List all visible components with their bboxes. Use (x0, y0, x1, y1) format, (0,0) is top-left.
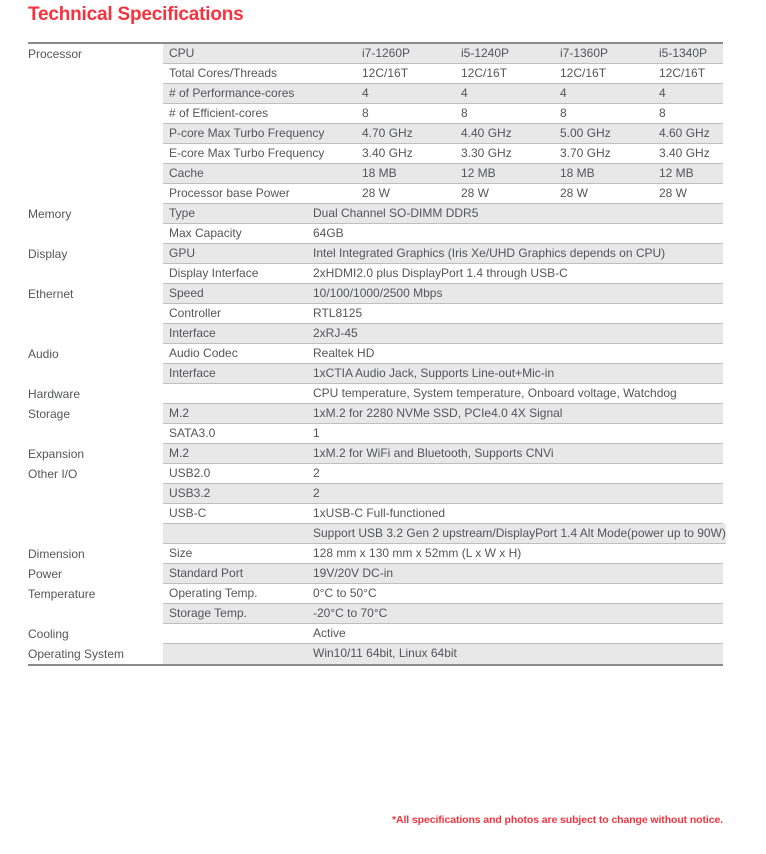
spec-value: Realtek HD (313, 346, 375, 360)
spec-key: Interface (169, 366, 216, 380)
spec-row (28, 224, 723, 244)
spec-value: RTL8125 (313, 306, 363, 320)
spec-row (28, 44, 723, 64)
spec-value: 1xUSB-C Full-functioned (313, 506, 446, 520)
spec-key: # of Efficient-cores (169, 106, 269, 120)
spec-key (163, 524, 313, 543)
spec-key: Type (169, 206, 196, 220)
category-label: Display (28, 244, 163, 264)
spec-cells (163, 184, 723, 204)
spec-cells (163, 344, 723, 364)
spec-row (28, 324, 723, 344)
spec-value-col: 12 MB (461, 166, 496, 180)
spec-value-col: 4 (362, 86, 369, 100)
category-label: Cooling (28, 624, 163, 644)
spec-key: Speed (169, 286, 204, 300)
spec-value-col: 4.60 GHz (659, 126, 710, 140)
spec-value-col: 8 (362, 106, 369, 120)
spec-cells (163, 224, 723, 244)
spec-key: Storage Temp. (169, 606, 247, 620)
spec-value: 1 (313, 426, 320, 440)
spec-value: 2 (313, 486, 320, 500)
category-label: Storage (28, 404, 163, 424)
spec-cells (163, 164, 723, 184)
spec-cells (163, 44, 723, 64)
spec-value-col: 4.70 GHz (362, 126, 413, 140)
spec-value: 2xHDMI2.0 plus DisplayPort 1.4 through USB-C (313, 266, 568, 280)
spec-value-col: 28 W (362, 186, 391, 200)
category-label (28, 484, 163, 504)
spec-key: Standard Port (169, 566, 244, 580)
spec-value-col: 4 (659, 86, 666, 100)
spec-value: 10/100/1000/2500 Mbps (313, 286, 443, 300)
spec-value: 128 mm x 130 mm x 52mm (L x W x H) (313, 546, 522, 560)
category-label (28, 604, 163, 624)
category-label (28, 524, 163, 544)
spec-key: CPU (169, 46, 195, 60)
spec-cells (163, 364, 723, 384)
spec-value-col: 12C/16T (560, 66, 607, 80)
category-label: Memory (28, 204, 163, 224)
spec-key: Size (169, 546, 193, 560)
spec-row (28, 444, 723, 464)
spec-row (28, 544, 723, 564)
spec-value: 2xRJ-45 (313, 326, 358, 340)
spec-value: Active (313, 626, 346, 640)
spec-value-col: 18 MB (362, 166, 397, 180)
spec-key: SATA3.0 (169, 426, 216, 440)
spec-value: -20°C to 70°C (313, 606, 388, 620)
spec-value-col: 28 W (461, 186, 490, 200)
spec-key: M.2 (169, 406, 190, 420)
spec-cells (163, 524, 726, 544)
spec-value: 64GB (313, 226, 344, 240)
spec-row (28, 624, 723, 644)
category-label: Ethernet (28, 284, 163, 304)
spec-row (28, 164, 723, 184)
spec-cells (163, 484, 723, 504)
spec-cells (163, 144, 723, 164)
spec-cells (163, 604, 723, 624)
spec-key (163, 644, 313, 664)
category-label: Temperature (28, 584, 163, 604)
category-label (28, 144, 163, 164)
spec-cells (163, 104, 723, 124)
spec-value-col: 3.40 GHz (659, 146, 710, 160)
spec-row (28, 584, 723, 604)
spec-cells (163, 544, 723, 564)
spec-value-col: 12C/16T (461, 66, 508, 80)
spec-row (28, 384, 723, 404)
spec-table (28, 42, 726, 666)
spec-row (28, 524, 726, 544)
category-label (28, 224, 163, 244)
spec-key (163, 384, 313, 403)
category-label: Audio (28, 344, 163, 364)
spec-cells (163, 64, 723, 84)
spec-value-col: 12C/16T (659, 66, 706, 80)
category-label: Processor (28, 44, 163, 64)
spec-cells (163, 384, 723, 404)
category-label (28, 304, 163, 324)
spec-value-col: i5-1240P (461, 46, 510, 60)
category-label (28, 424, 163, 444)
spec-cells (163, 564, 723, 584)
spec-key: Cache (169, 166, 204, 180)
category-label: Dimension (28, 544, 163, 564)
spec-row (28, 184, 723, 204)
spec-cells (163, 624, 723, 644)
spec-cells (163, 644, 723, 664)
spec-row (28, 344, 723, 364)
category-label (28, 264, 163, 284)
category-label (28, 124, 163, 144)
spec-row (28, 244, 723, 264)
spec-key (163, 624, 313, 643)
spec-cells (163, 264, 723, 284)
spec-row (28, 644, 723, 664)
spec-value-col: 8 (461, 106, 468, 120)
spec-value: 19V/20V DC-in (313, 566, 394, 580)
spec-cells (163, 124, 723, 144)
spec-row (28, 304, 723, 324)
spec-row (28, 404, 723, 424)
spec-value-col: 3.30 GHz (461, 146, 512, 160)
spec-key: P-core Max Turbo Frequency (169, 126, 325, 140)
spec-row (28, 564, 723, 584)
category-label (28, 364, 163, 384)
spec-key: USB3.2 (169, 486, 211, 500)
category-label: Expansion (28, 444, 163, 464)
spec-value: Dual Channel SO-DIMM DDR5 (313, 206, 479, 220)
category-label (28, 64, 163, 84)
spec-row (28, 204, 723, 224)
spec-cells (163, 244, 723, 264)
spec-row (28, 484, 723, 504)
spec-cells (163, 304, 723, 324)
spec-key: Total Cores/Threads (169, 66, 278, 80)
spec-value-col: 4 (461, 86, 468, 100)
spec-key: Interface (169, 326, 216, 340)
spec-cells (163, 404, 723, 424)
spec-cells (163, 464, 723, 484)
spec-row (28, 104, 723, 124)
spec-key: Operating Temp. (169, 586, 258, 600)
spec-value-col: i7-1260P (362, 46, 411, 60)
spec-key: Max Capacity (169, 226, 242, 240)
spec-cells (163, 444, 723, 464)
spec-cells (163, 204, 723, 224)
spec-value-col: 8 (560, 106, 567, 120)
spec-value-col: 12 MB (659, 166, 694, 180)
spec-value-col: i7-1360P (560, 46, 609, 60)
spec-cells (163, 584, 723, 604)
page-title: Technical Specifications (28, 4, 244, 25)
spec-key: GPU (169, 246, 196, 260)
spec-row (28, 264, 723, 284)
spec-key: USB-C (169, 506, 207, 520)
spec-row (28, 424, 723, 444)
spec-value: 1xM.2 for 2280 NVMe SSD, PCIe4.0 4X Signal (313, 406, 563, 420)
category-label (28, 164, 163, 184)
spec-value-col: 8 (659, 106, 666, 120)
spec-value: Support USB 3.2 Gen 2 upstream/DisplayPort 1.4 Alt Mode(power up to 90W) (313, 526, 726, 540)
spec-value: 1xM.2 for WiFi and Bluetooth, Supports CNVi (313, 446, 554, 460)
category-label (28, 324, 163, 344)
spec-value: 0°C to 50°C (313, 586, 377, 600)
category-label (28, 84, 163, 104)
spec-key: M.2 (169, 446, 190, 460)
spec-row (28, 84, 723, 104)
spec-value: CPU temperature, System temperature, Onboard voltage, Watchdog (313, 386, 677, 400)
spec-value-col: 12C/16T (362, 66, 409, 80)
spec-value: Win10/11 64bit, Linux 64bit (313, 646, 457, 660)
spec-key: Display Interface (169, 266, 259, 280)
category-label (28, 504, 163, 524)
spec-row (28, 144, 723, 164)
spec-cells (163, 424, 723, 444)
spec-value: 1xCTIA Audio Jack, Supports Line-out+Mic-in (313, 366, 555, 380)
footnote: *All specifications and photos are subject to change without notice. (392, 814, 723, 826)
category-label: Operating System (28, 644, 163, 664)
spec-key: Processor base Power (169, 186, 290, 200)
spec-cells (163, 84, 723, 104)
spec-key: USB2.0 (169, 466, 211, 480)
spec-row (28, 604, 723, 624)
spec-value-col: 3.40 GHz (362, 146, 413, 160)
spec-value-col: 3.70 GHz (560, 146, 611, 160)
spec-key: Controller (169, 306, 222, 320)
spec-value-col: 18 MB (560, 166, 595, 180)
spec-row (28, 64, 723, 84)
spec-value-col: 4 (560, 86, 567, 100)
category-label: Power (28, 564, 163, 584)
spec-key: Audio Codec (169, 346, 238, 360)
spec-key: E-core Max Turbo Frequency (169, 146, 325, 160)
spec-row (28, 124, 723, 144)
spec-row (28, 504, 723, 524)
spec-key: # of Performance-cores (169, 86, 295, 100)
spec-value-col: 28 W (560, 186, 589, 200)
category-label: Other I/O (28, 464, 163, 484)
category-label (28, 184, 163, 204)
spec-value: Intel Integrated Graphics (Iris Xe/UHD Graphics depends on CPU) (313, 246, 666, 260)
spec-cells (163, 284, 723, 304)
category-label: Hardware (28, 384, 163, 404)
spec-row (28, 284, 723, 304)
spec-value: 2 (313, 466, 320, 480)
spec-value-col: 4.40 GHz (461, 126, 512, 140)
category-label (28, 104, 163, 124)
spec-value-col: i5-1340P (659, 46, 708, 60)
spec-value-col: 28 W (659, 186, 688, 200)
spec-row (28, 364, 723, 384)
spec-cells (163, 504, 723, 524)
spec-value-col: 5.00 GHz (560, 126, 611, 140)
spec-row (28, 464, 723, 484)
spec-cells (163, 324, 723, 344)
